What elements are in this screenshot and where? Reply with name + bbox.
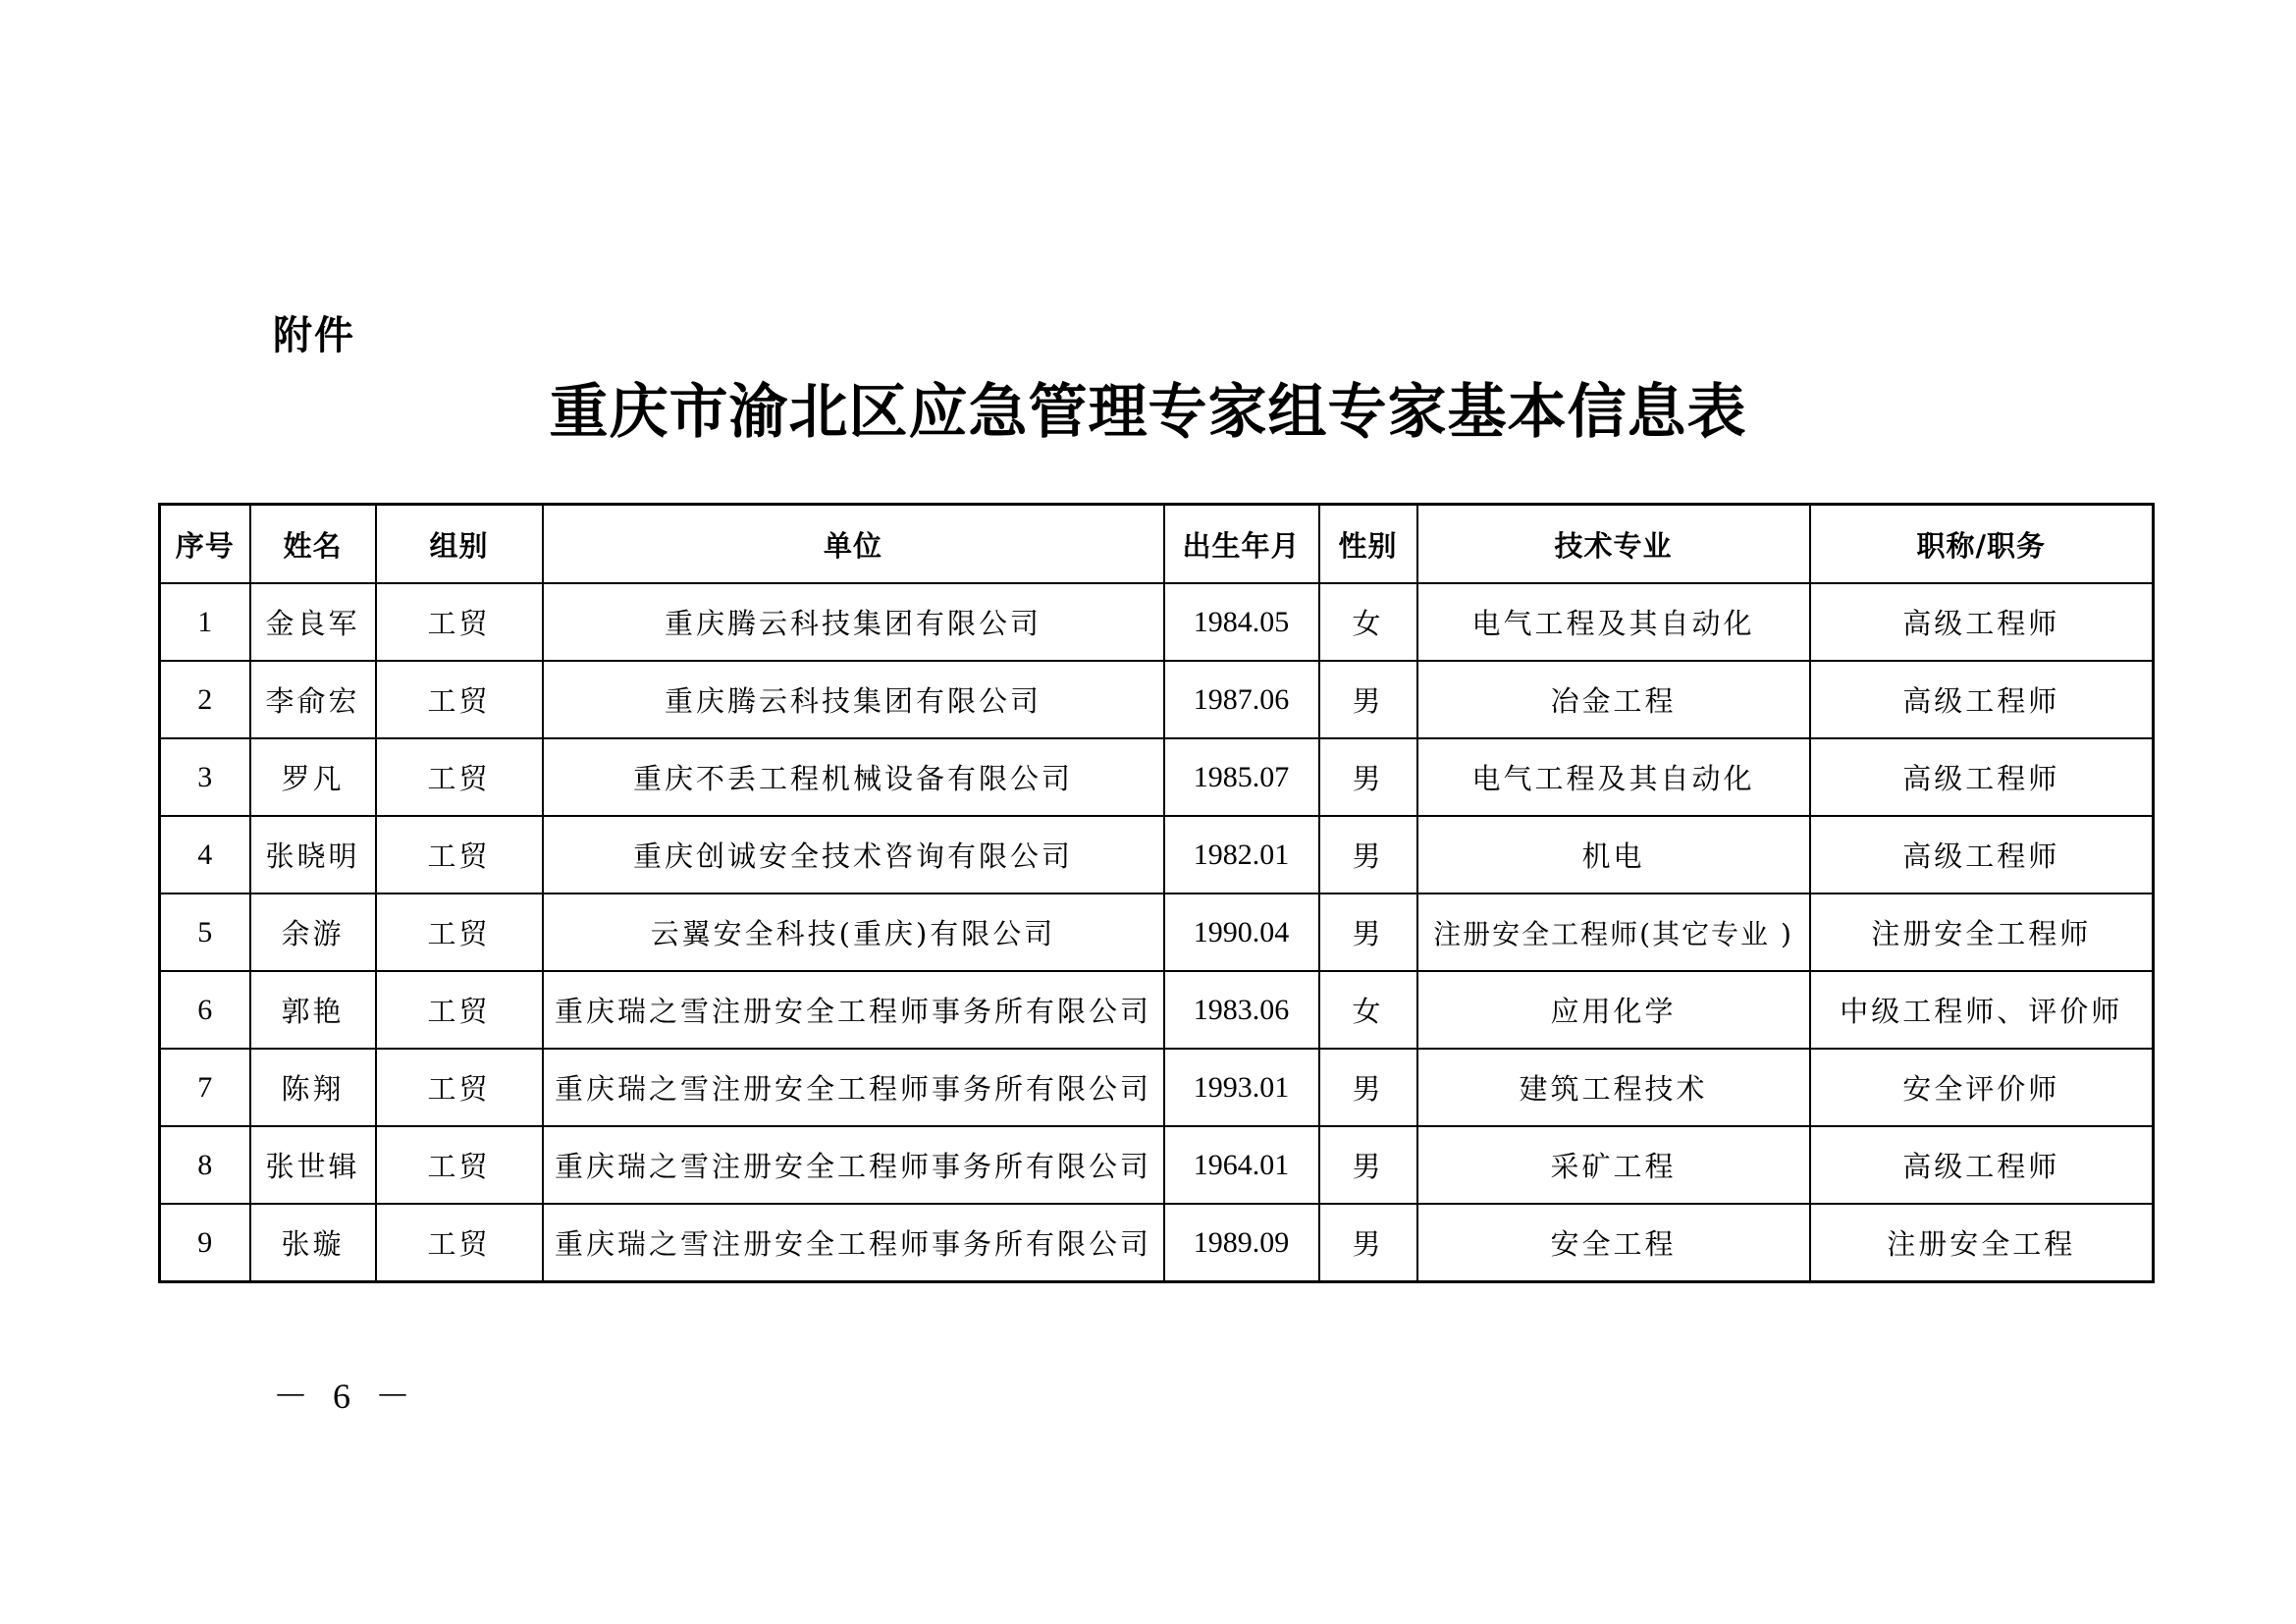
table-row: [160, 816, 2154, 893]
cell-name: 张璇: [250, 1204, 376, 1282]
cell-organization: 重庆腾云科技集团有限公司: [543, 661, 1164, 738]
cell-specialty: 机电: [1417, 816, 1810, 893]
cell-organization: 重庆创诚安全技术咨询有限公司: [543, 816, 1164, 893]
cell-organization: 重庆瑞之雪注册安全工程师事务所有限公司: [543, 1126, 1164, 1204]
table-row: [160, 893, 2154, 971]
cell-birth-date: 1982.01: [1164, 816, 1319, 893]
cell-index: 9: [160, 1204, 250, 1282]
attachment-label: 附件: [273, 313, 355, 358]
cell-birth-date: 1985.07: [1164, 738, 1319, 816]
table-row: [160, 1126, 2154, 1204]
cell-index: 2: [160, 661, 250, 738]
column-header-index: 序号: [160, 505, 250, 584]
table-row: [160, 583, 2154, 661]
cell-name: 张世辑: [250, 1126, 376, 1204]
cell-title: 高级工程师: [1810, 816, 2154, 893]
cell-organization: 重庆瑞之雪注册安全工程师事务所有限公司: [543, 1049, 1164, 1126]
cell-gender: 男: [1319, 738, 1417, 816]
column-header-name: 姓名: [250, 505, 376, 584]
cell-group: 工贸: [376, 971, 543, 1049]
page-title: 重庆市渝北区应急管理专家组专家基本信息表: [549, 378, 1747, 447]
cell-title: 安全评价师: [1810, 1049, 2154, 1126]
cell-title: 中级工程师、评价师: [1810, 971, 2154, 1049]
cell-birth-date: 1993.01: [1164, 1049, 1319, 1126]
cell-specialty: 应用化学: [1417, 971, 1810, 1049]
cell-title: 高级工程师: [1810, 1126, 2154, 1204]
cell-specialty: 建筑工程技术: [1417, 1049, 1810, 1126]
cell-title: 注册安全工程: [1810, 1204, 2154, 1282]
cell-index: 1: [160, 583, 250, 661]
column-header-title: 职称/职务: [1810, 505, 2154, 584]
cell-gender: 男: [1319, 1049, 1417, 1126]
cell-group: 工贸: [376, 816, 543, 893]
cell-gender: 女: [1319, 971, 1417, 1049]
cell-organization: 重庆不丢工程机械设备有限公司: [543, 738, 1164, 816]
cell-organization: 重庆瑞之雪注册安全工程师事务所有限公司: [543, 1204, 1164, 1282]
cell-specialty: 安全工程: [1417, 1204, 1810, 1282]
cell-name: 李俞宏: [250, 661, 376, 738]
cell-specialty: 注册安全工程师(其它专业 ): [1417, 893, 1810, 971]
cell-title: 高级工程师: [1810, 583, 2154, 661]
cell-birth-date: 1964.01: [1164, 1126, 1319, 1204]
cell-name: 余游: [250, 893, 376, 971]
table-row: [160, 1049, 2154, 1126]
cell-birth-date: 1989.09: [1164, 1204, 1319, 1282]
column-header-birth-date: 出生年月: [1164, 505, 1319, 584]
cell-group: 工贸: [376, 1126, 543, 1204]
expert-info-table: [158, 503, 2155, 1283]
cell-birth-date: 1990.04: [1164, 893, 1319, 971]
cell-group: 工贸: [376, 583, 543, 661]
cell-title: 高级工程师: [1810, 661, 2154, 738]
cell-index: 3: [160, 738, 250, 816]
cell-specialty: 电气工程及其自动化: [1417, 738, 1810, 816]
column-header-organization: 单位: [543, 505, 1164, 584]
cell-title: 高级工程师: [1810, 738, 2154, 816]
table-row: [160, 1204, 2154, 1282]
cell-group: 工贸: [376, 893, 543, 971]
table-row: [160, 661, 2154, 738]
cell-birth-date: 1987.06: [1164, 661, 1319, 738]
table-row: [160, 971, 2154, 1049]
cell-group: 工贸: [376, 1049, 543, 1126]
cell-gender: 男: [1319, 816, 1417, 893]
cell-specialty: 采矿工程: [1417, 1126, 1810, 1204]
cell-gender: 男: [1319, 1126, 1417, 1204]
cell-birth-date: 1984.05: [1164, 583, 1319, 661]
cell-gender: 女: [1319, 583, 1417, 661]
cell-organization: 重庆瑞之雪注册安全工程师事务所有限公司: [543, 971, 1164, 1049]
cell-name: 陈翔: [250, 1049, 376, 1126]
cell-gender: 男: [1319, 1204, 1417, 1282]
column-header-group: 组别: [376, 505, 543, 584]
cell-index: 6: [160, 971, 250, 1049]
cell-index: 7: [160, 1049, 250, 1126]
table-row: [160, 738, 2154, 816]
cell-name: 金良军: [250, 583, 376, 661]
cell-name: 罗凡: [250, 738, 376, 816]
cell-gender: 男: [1319, 661, 1417, 738]
cell-index: 8: [160, 1126, 250, 1204]
cell-index: 4: [160, 816, 250, 893]
cell-index: 5: [160, 893, 250, 971]
cell-gender: 男: [1319, 893, 1417, 971]
cell-group: 工贸: [376, 738, 543, 816]
cell-group: 工贸: [376, 661, 543, 738]
table-header-row: [160, 505, 2154, 584]
cell-title: 注册安全工程师: [1810, 893, 2154, 971]
cell-name: 张晓明: [250, 816, 376, 893]
cell-birth-date: 1983.06: [1164, 971, 1319, 1049]
page-number: － 6 －: [273, 1377, 419, 1416]
cell-name: 郭艳: [250, 971, 376, 1049]
column-header-gender: 性别: [1319, 505, 1417, 584]
cell-organization: 重庆腾云科技集团有限公司: [543, 583, 1164, 661]
cell-group: 工贸: [376, 1204, 543, 1282]
cell-specialty: 冶金工程: [1417, 661, 1810, 738]
cell-specialty: 电气工程及其自动化: [1417, 583, 1810, 661]
column-header-specialty: 技术专业: [1417, 505, 1810, 584]
cell-organization: 云翼安全科技(重庆)有限公司: [543, 893, 1164, 971]
